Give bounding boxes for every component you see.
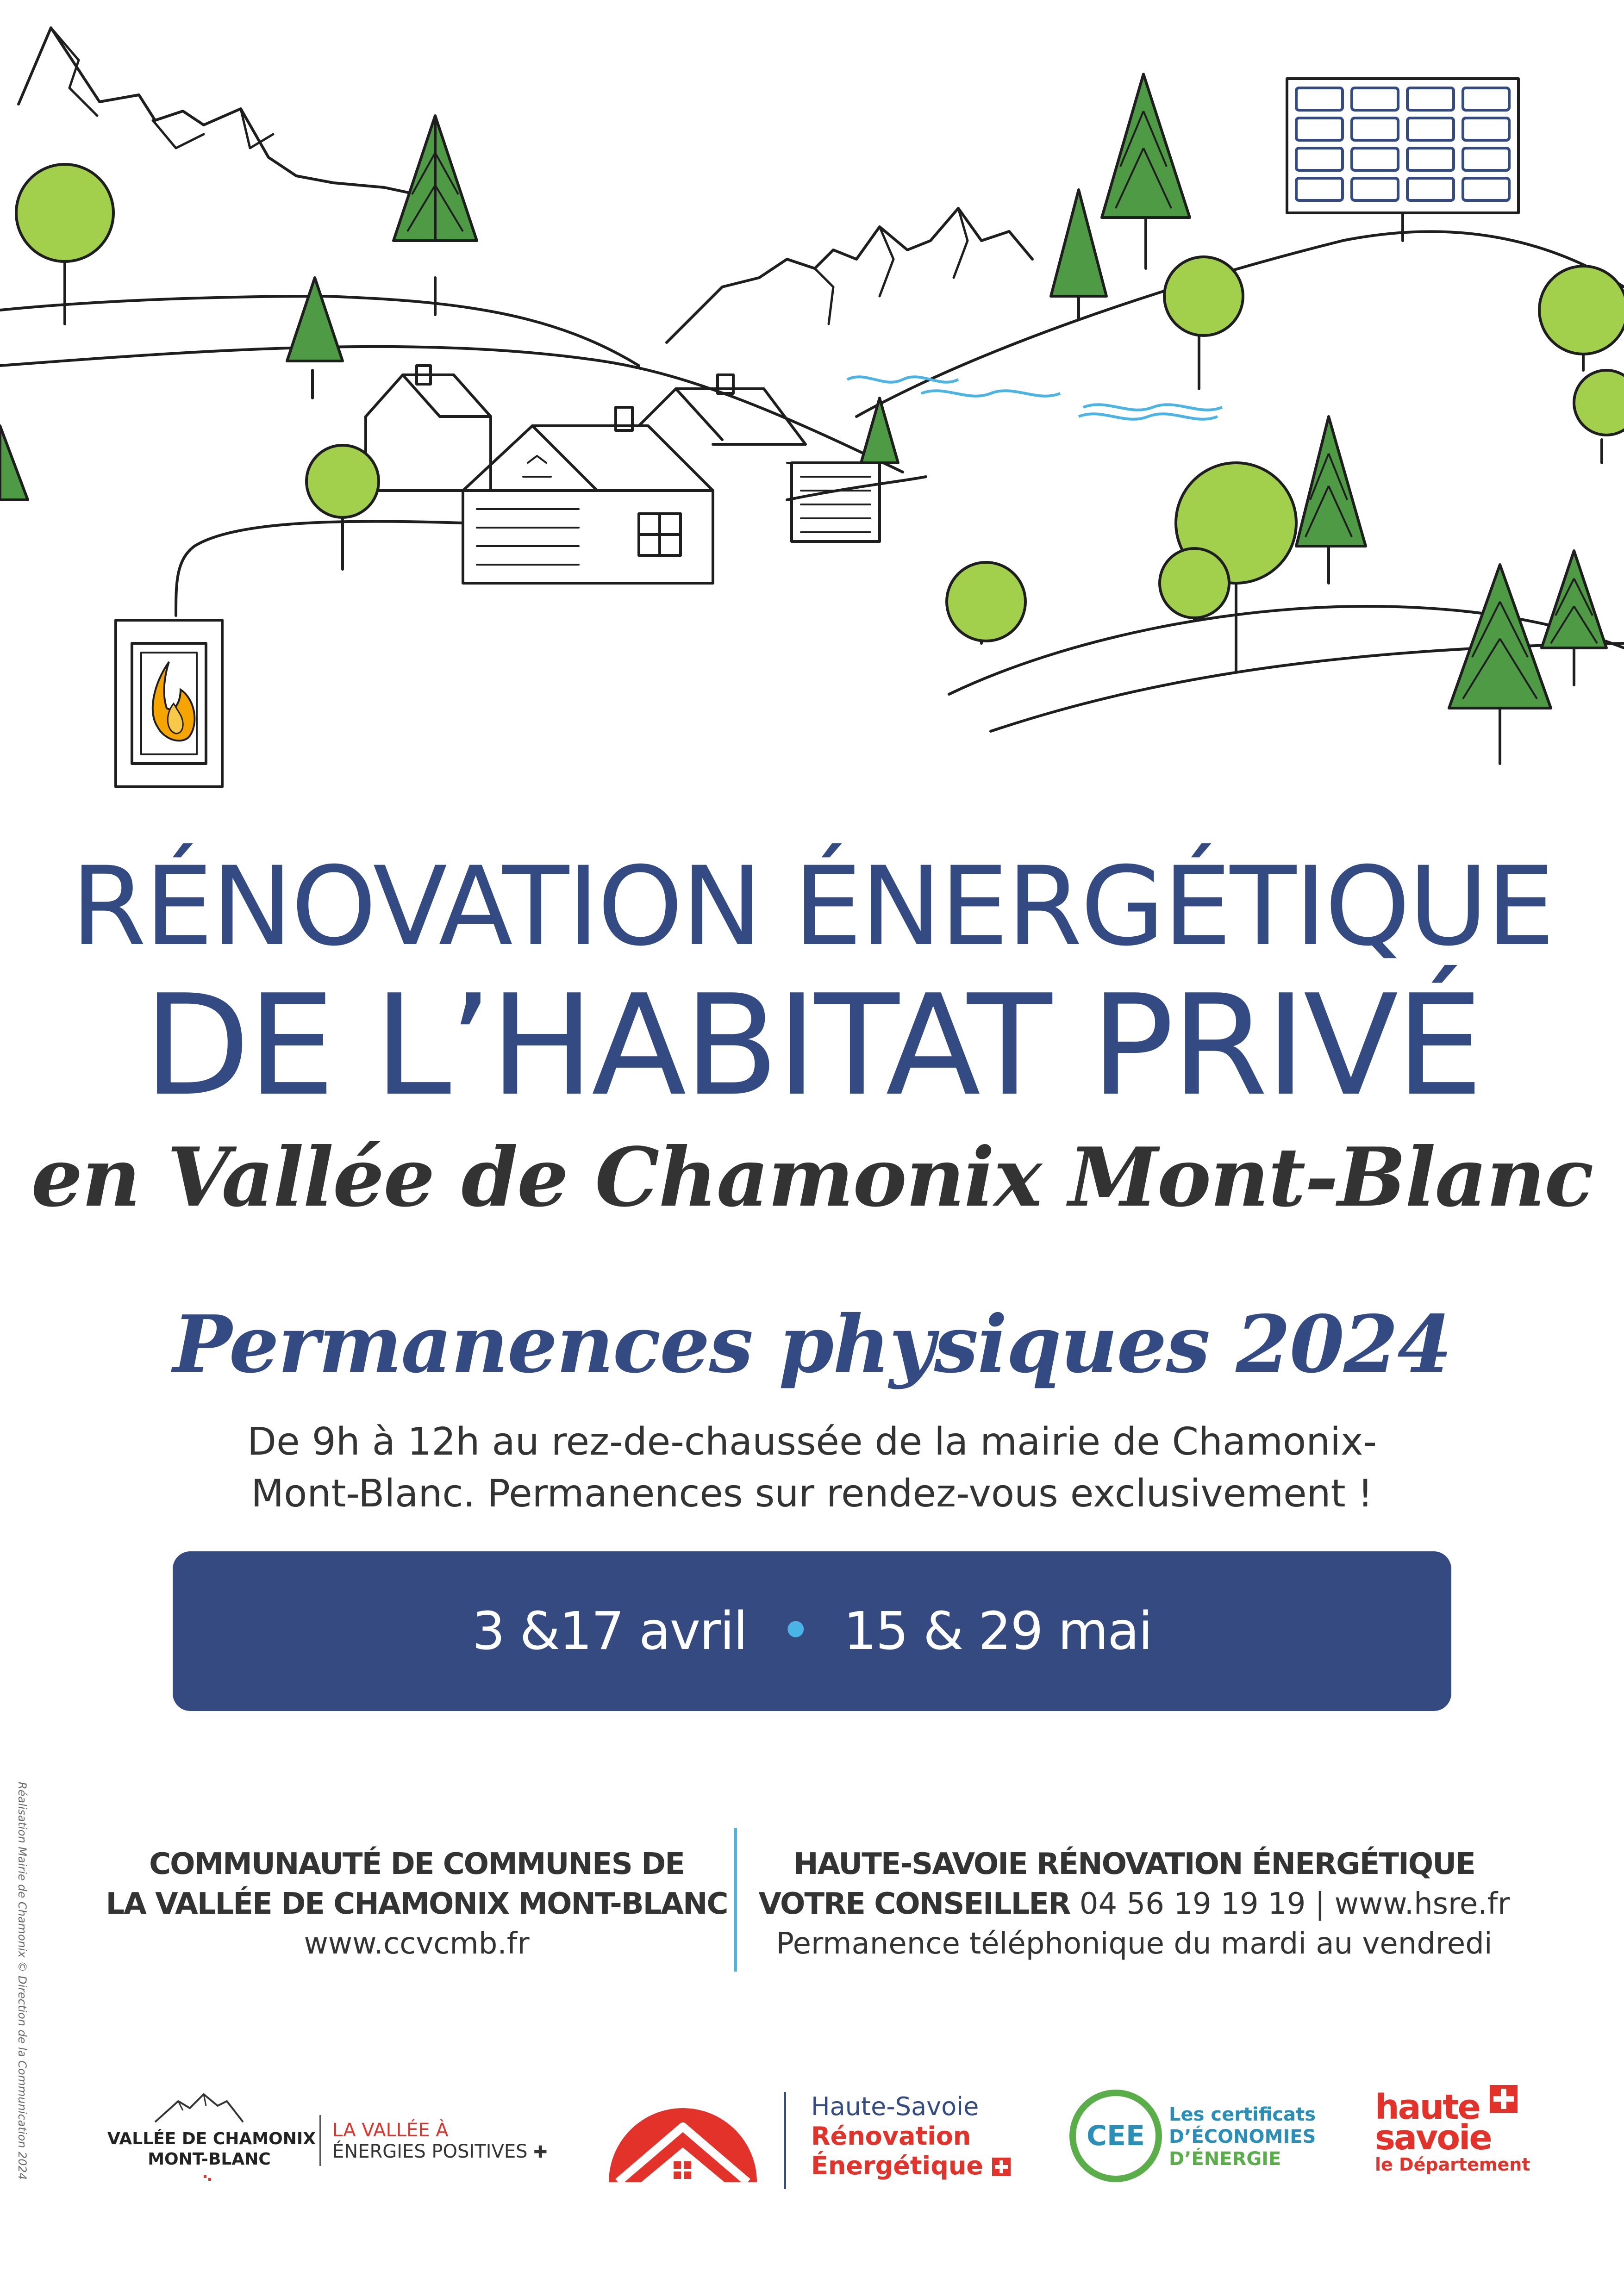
hsre-line-3-wrap xyxy=(811,2151,1011,2181)
energies-plus-icon: ✚ xyxy=(533,2143,548,2162)
vallee-logo-text xyxy=(107,2129,316,2170)
red-house-logo xyxy=(609,2085,757,2187)
dept-line-1: haute xyxy=(1375,2087,1480,2127)
description-line-2: Mont-Blanc. Permanences sur rendez-vous exclusivement ! xyxy=(251,1472,1373,1516)
dept-line-2: savoie xyxy=(1375,2118,1491,2158)
vallee-logo-line-1: VALLÉE DE CHAMONIX xyxy=(107,2129,316,2148)
landscape-illustration xyxy=(0,0,1624,796)
description xyxy=(0,1416,1624,1520)
hsre-line-2: Rénovation xyxy=(811,2122,971,2151)
vallee-logo-divider xyxy=(319,2115,321,2166)
cee-line-2: D’ÉCONOMIES xyxy=(1169,2126,1316,2147)
cee-badge: CEE xyxy=(1069,2090,1162,2182)
dept-line-3: le Département xyxy=(1375,2154,1530,2175)
swiss-cross-icon xyxy=(992,2158,1011,2176)
dates-may: 15 & 29 mai xyxy=(843,1601,1152,1661)
dates-separator: • xyxy=(779,1599,812,1663)
vallee-mountain-logo xyxy=(153,2090,245,2127)
contact-right-line-3: Permanence téléphonique du mardi au vendredi xyxy=(776,1927,1493,1961)
energies-line-1: LA VALLÉE À xyxy=(332,2120,449,2141)
energies-line-2: ÉNERGIES POSITIVES xyxy=(332,2141,528,2162)
subtitle: Permanences physiques 2024 xyxy=(173,1298,1451,1391)
cee-logo-text xyxy=(1169,2103,1316,2170)
credit xyxy=(8,1749,36,2212)
contact-right-line-1: HAUTE-SAVOIE RÉNOVATION ÉNERGÉTIQUE xyxy=(793,1847,1475,1881)
title-line-1: RÉNOVATION ÉNERGÉTIQUE xyxy=(71,844,1553,970)
contact-left-line-1: COMMUNAUTÉ DE COMMUNES DE xyxy=(149,1847,684,1881)
hsre-line-3: Énergétique xyxy=(811,2151,983,2180)
hsre-logo xyxy=(811,2092,1011,2181)
contact-right xyxy=(741,1844,1528,1964)
advisor-label: VOTRE CONSEILLER xyxy=(758,1887,1070,1921)
cee-line-3: D’ÉNERGIE xyxy=(1169,2148,1281,2170)
cee-line-1: Les certificats xyxy=(1169,2104,1316,2125)
advisor-info[interactable]: 04 56 19 19 19 | www.hsre.fr xyxy=(1070,1887,1510,1921)
hsre-logo-bar xyxy=(784,2092,786,2189)
contact-left-line-2: LA VALLÉE DE CHAMONIX MONT-BLANC xyxy=(106,1887,728,1921)
contact-divider xyxy=(734,1828,737,1972)
dates-banner xyxy=(173,1551,1451,1711)
title-line-2: DE L’HABITAT PRIVÉ xyxy=(143,965,1481,1126)
vallee-logo-mark xyxy=(204,2175,212,2184)
credit-text: Réalisation Mairie de Chamonix © Direction de la Communication 2024 xyxy=(16,1781,29,2180)
contact-left-website[interactable]: www.ccvcmb.fr xyxy=(304,1927,530,1961)
dept-cross-icon xyxy=(1490,2085,1518,2113)
vallee-logo-line-2: MONT-BLANC xyxy=(148,2150,271,2169)
energies-line-2-wrap xyxy=(332,2141,547,2163)
dates-april: 3 &17 avril xyxy=(472,1601,747,1661)
description-line-1: De 9h à 12h au rez-de-chaussée de la mairie de Chamonix- xyxy=(247,1420,1377,1464)
contact-left xyxy=(102,1844,731,1964)
hsre-line-1: Haute-Savoie xyxy=(811,2092,979,2121)
title-line-3: en Vallée de Chamonix Mont-Blanc xyxy=(31,1130,1593,1225)
